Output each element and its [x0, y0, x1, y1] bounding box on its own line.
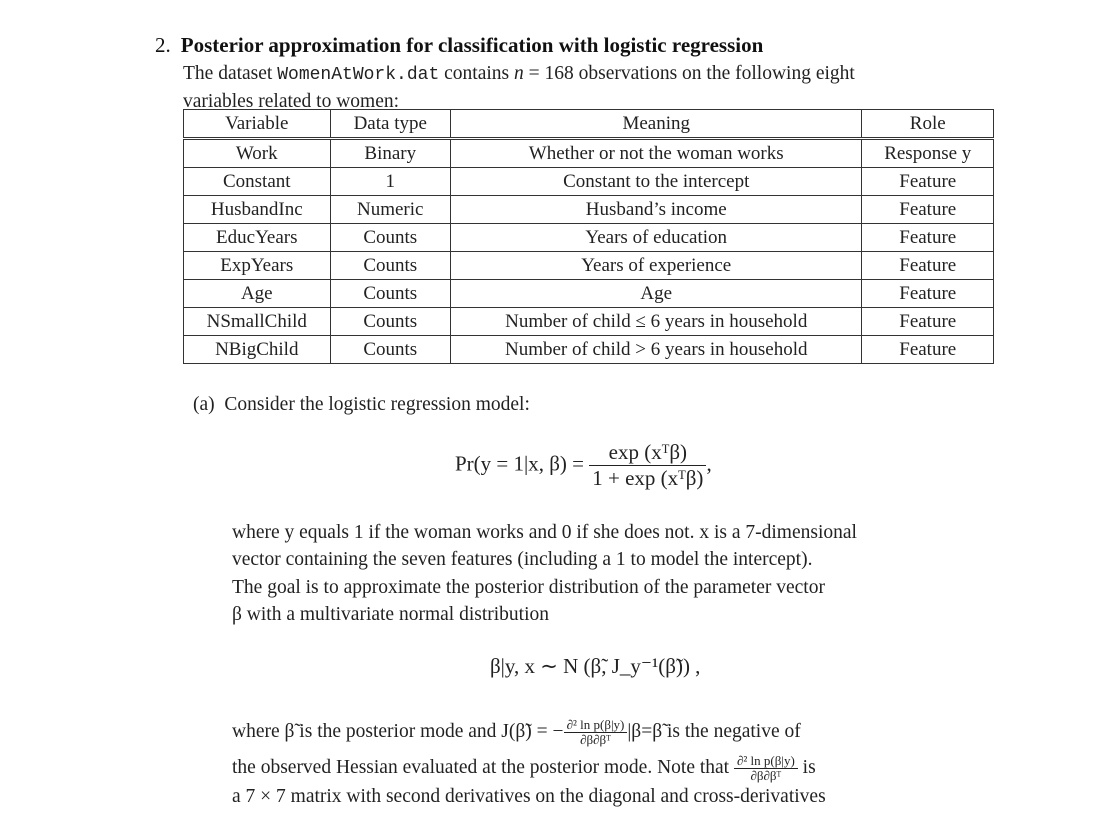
cell-meaning: Years of education — [450, 224, 862, 252]
cell-type: 1 — [330, 168, 450, 196]
hessian-denominator-2: ∂β∂βᵀ — [750, 768, 782, 784]
table-row — [184, 168, 994, 196]
formula1-fraction — [589, 440, 706, 491]
cell-type: Numeric — [330, 196, 450, 224]
table-row — [184, 336, 994, 364]
cell-role: Feature — [862, 224, 994, 252]
p1-line-2: vector containing the seven features (including a 1 to model the intercept). — [232, 549, 813, 570]
p2-line1-text-end: |β=β̃ is the negative of — [627, 721, 801, 742]
p1-line-4: β with a multivariate normal distribution — [232, 604, 549, 625]
p2-line-2 — [232, 754, 816, 783]
header-role: Role — [862, 110, 994, 139]
intro-text: contains — [439, 63, 514, 84]
part-a-intro — [193, 391, 530, 419]
hessian-denominator: ∂β∂βᵀ — [580, 732, 611, 748]
cell-meaning: Number of child > 6 years in household — [450, 336, 862, 364]
formula1-lhs: Pr(y = 1|x, β) = — [455, 451, 584, 476]
cell-variable: NSmallChild — [184, 308, 331, 336]
posterior-approx-formula: β|y, x ∼ N (β̃, J_y⁻¹(β̃)) , — [490, 654, 701, 678]
cell-variable: ExpYears — [184, 252, 331, 280]
cell-role: Feature — [862, 308, 994, 336]
p2-line-1 — [232, 718, 801, 747]
intro-text: The dataset — [183, 63, 278, 84]
cell-type: Counts — [330, 336, 450, 364]
formula1-denominator: 1 + exp (xᵀβ) — [592, 466, 704, 490]
p1-line-1: where y equals 1 if the woman works and 0 if she does not. x is a 7-dimensional — [232, 522, 857, 543]
n-variable: n — [513, 63, 524, 84]
p2-line2-text-end: is — [802, 757, 816, 778]
cell-role: Response y — [862, 139, 994, 168]
part-a-label: (a) — [193, 394, 215, 415]
part-a-intro-text: Consider the logistic regression model: — [224, 394, 530, 415]
table-row — [184, 224, 994, 252]
cell-meaning: Age — [450, 280, 862, 308]
hessian-numerator-2: ∂² ln p(β|y) — [734, 754, 798, 769]
cell-role: Feature — [862, 280, 994, 308]
table-row — [184, 308, 994, 336]
cell-role: Feature — [862, 252, 994, 280]
hessian-numerator: ∂² ln p(β|y) — [564, 718, 628, 733]
variables-table — [183, 109, 994, 364]
header-variable: Variable — [184, 110, 331, 139]
cell-variable: NBigChild — [184, 336, 331, 364]
p2-line2-text: the observed Hessian evaluated at the posterior mode. Note that — [232, 757, 730, 778]
p2-line-3: a 7 × 7 matrix with second derivatives on the diagonal and cross-derivatives — [232, 786, 826, 807]
cell-type: Counts — [330, 252, 450, 280]
intro-line-2: variables related to women: — [183, 91, 400, 112]
logistic-model-formula — [455, 440, 712, 491]
cell-role: Feature — [862, 168, 994, 196]
hessian-fraction-2 — [734, 754, 798, 783]
cell-type: Binary — [330, 139, 450, 168]
cell-meaning: Years of experience — [450, 252, 862, 280]
cell-role: Feature — [862, 196, 994, 224]
table-row — [184, 196, 994, 224]
header-data-type: Data type — [330, 110, 450, 139]
header-meaning: Meaning — [450, 110, 862, 139]
cell-meaning: Husband’s income — [450, 196, 862, 224]
cell-type: Counts — [330, 280, 450, 308]
table-header-row — [184, 110, 994, 139]
intro-line-1 — [183, 60, 855, 90]
cell-variable: EducYears — [184, 224, 331, 252]
cell-variable: Age — [184, 280, 331, 308]
cell-meaning: Whether or not the woman works — [450, 139, 862, 168]
dataset-filename: WomenAtWork.dat — [277, 65, 440, 85]
section-title: Posterior approximation for classification with logistic regression — [180, 33, 764, 57]
cell-variable: Constant — [184, 168, 331, 196]
hessian-fraction — [564, 718, 628, 747]
cell-meaning: Constant to the intercept — [450, 168, 862, 196]
table-row — [184, 280, 994, 308]
table-row — [184, 139, 994, 168]
cell-variable: HusbandInc — [184, 196, 331, 224]
p1-line-3: The goal is to approximate the posterior distribution of the parameter vector — [232, 577, 825, 598]
section-heading — [155, 33, 763, 58]
cell-variable: Work — [184, 139, 331, 168]
cell-type: Counts — [330, 224, 450, 252]
cell-meaning: Number of child ≤ 6 years in household — [450, 308, 862, 336]
formula1-numerator: exp (xᵀβ) — [589, 440, 706, 466]
cell-type: Counts — [330, 308, 450, 336]
table-row — [184, 252, 994, 280]
formula1-trail: , — [706, 451, 712, 476]
cell-role: Feature — [862, 336, 994, 364]
p2-line1-text: where β̃ is the posterior mode and J(β̃) = − — [232, 721, 564, 742]
n-count: = 168 observations on the following eight — [523, 63, 855, 84]
section-number: 2. — [155, 33, 171, 57]
